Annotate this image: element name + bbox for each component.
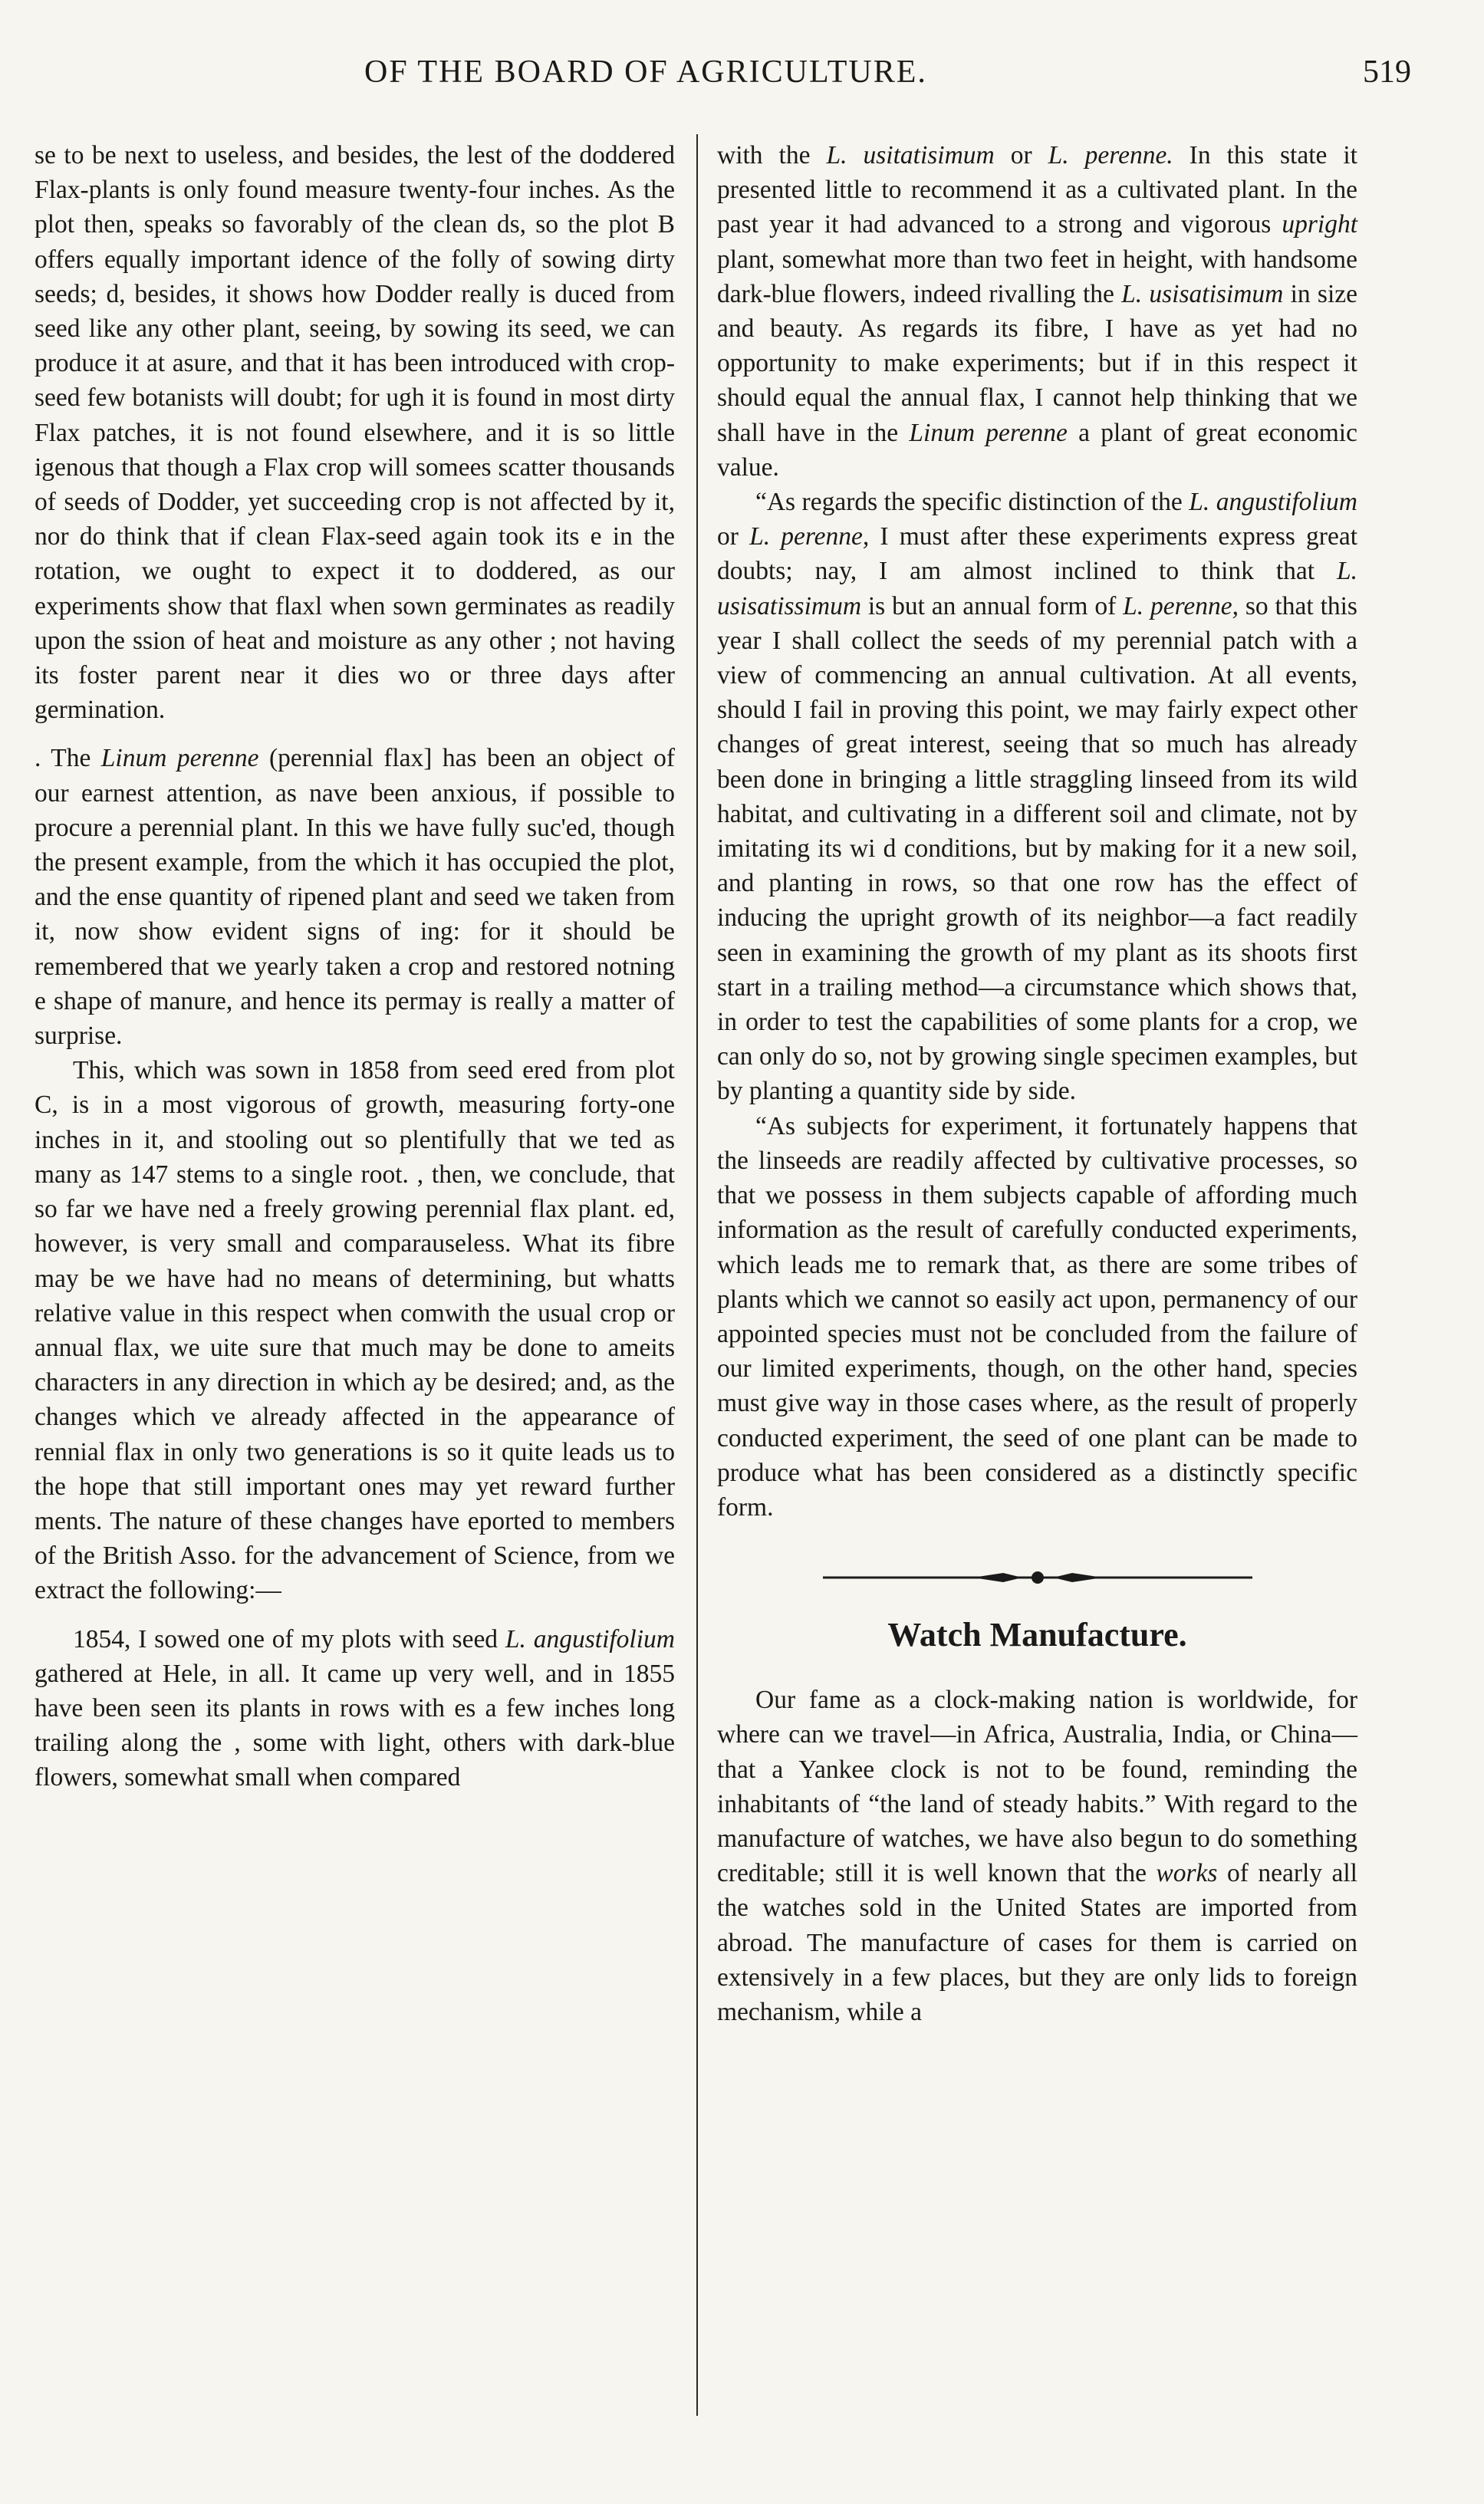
right-column	[717, 138, 1357, 2029]
text-run: or	[717, 522, 750, 551]
italic-term: Linum perenne	[100, 744, 259, 773]
running-title: OF THE BOARD OF AGRICULTURE.	[364, 54, 927, 90]
italic-term: L. usisatissimum	[717, 557, 1357, 620]
text-run: gathered at Hele, in all. It came up very well, and in 1855 have been seen its plants in rows with es a few inches long trailing along the , some with light, others with dark-blue flowers, somewhat small when compared	[35, 1659, 675, 1792]
paragraph-usitatisimum	[717, 138, 1357, 485]
paragraph-growth: This, which was sown in 1858 from seed ered from plot C, is in a most vigorous of growth, measuring forty-one inches in it, and stooling out so plentifully that we ted as many as 147 stems to a single root. , then, we conclude, that so far we have ned a freely growing perennial flax plant. ed, however, is very small and comparauseless. What its fibre may be we have had no means of determining, but whatts relative value in this respect when comwith the usual crop or annual flax, we uite sure that much may be done to ameits characters in any direction in which ay be desired; and, as the changes which ve already affected in the appearance of rennial flax in only two generations is so it quite leads us to the hope that still important ones may yet reward further ments. The nature of these changes have eported to members of the British Asso. for the advancement of Science, from we extract the following:—	[35, 1056, 675, 1605]
ornamental-divider-icon	[823, 1569, 1252, 1586]
text-run: is but an annual form of	[861, 591, 1124, 620]
italic-term: L. perenne.	[1048, 141, 1173, 169]
text-run: of nearly all the watches sold in the United States are imported from abroad. The manufacture of cases for them is carried on extensively in a few places, but they are only lids to foreign mechanism, while a	[717, 1859, 1357, 2026]
text-run: Our fame as a clock-making nation is worldwide, for where can we travel—in Africa, Australia, India, or China—that a Yankee clock is not to be found, reminding the inhabitants of “the land of steady habits.” With regard to the manufacture of watches, we have also begun to do something creditable; still it is well known that the	[717, 1686, 1357, 1888]
text-run: 1854, I sowed one of my plots with seed	[73, 1624, 505, 1653]
text-run: with the	[717, 141, 827, 169]
text-run: . The	[35, 744, 101, 773]
italic-term: Linum perenne	[909, 418, 1068, 447]
text-run: In this state it presented little to recommend it as a cultivated plant. In the past year it had advanced to a strong and vigorous	[717, 141, 1357, 239]
italic-term: L. angustifolium	[505, 1624, 675, 1653]
paragraph-linum-perenne	[35, 741, 675, 1053]
text-run: I must after these experiments express great doubts; nay, I am almost inclined to think that	[717, 522, 1357, 586]
paragraph-specific-distinction	[717, 485, 1357, 1109]
page-number: 519	[1363, 54, 1411, 90]
text-run: so that this year I shall collect the seeds of my perennial patch with a view of commencing an annual cultivation. At all events, should I fail in proving this point, we may fairly expect other changes of great interest, seeing that so much has already been done in bringing a little straggling linseed from its wild habitat, and cultivating in a different soil and climate, not by imitating its wi d conditions, but by making for it a new soil, and planting in rows, so that one row has the effect of inducing the upright growth of its neighbor—a fact readily seen in examining the growth of my plant as its shoots first start in a trailing method—a circumstance which shows that, in order to test the capabilities of some plants for a crop, we can only do so, not by growing single specimen examples, but by planting a quantity side by side.	[717, 591, 1357, 1106]
italic-term: works	[1156, 1859, 1218, 1888]
left-column	[35, 138, 675, 1795]
ornamental-divider	[717, 1569, 1357, 1586]
paragraph-watch-manufacture	[717, 1683, 1357, 2029]
italic-term: L. usitatisimum	[826, 141, 995, 169]
paragraph-1854	[35, 1622, 675, 1795]
text-run: a plant of great economic value.	[717, 418, 1357, 482]
text-run: or	[994, 141, 1048, 169]
text-run: “As regards the specific distinction of the	[755, 488, 1190, 517]
text-run: (perennial flax] has been an object of our earnest attention, as nave been anxious, if possible to procure a perennial plant. In this we have fully suc'ed, though the present example, from the which it has occupied the plot, and the ense quantity of ripened plant and seed we taken from it, now show evident signs of ing: for it should be remembered that we yearly taken a crop and restored notning e shape of manure, and hence its permay is really a matter of surprise.	[35, 744, 675, 1051]
paragraph-dodder: se to be next to useless, and besides, the lest of the doddered Flax-plants is only found measure twenty-four inches. As the plot then, speaks so favorably of the clean ds, so the plot B offers equally important idence of the folly of sowing dirty seeds; d, besides, it shows how Dodder really is duced from seed like any other plant, seeing, by sowing its seed, we can produce it at asure, and that it has been introduced with crop-seed few botanists will doubt; for ugh it is found in most dirty Flax patches, it is not found elsewhere, and it is so little igenous that though a Flax crop will somees scatter thousands of seeds of Dodder, yet succeeding crop is not affected by it, nor do think that if clean Flax-seed again took its e in the rotation, we ought to expect it to doddered, as our experiments show that flaxl when sown germinates as readily upon the ssion of heat and moisture as any other ; not having its foster parent near it dies wo or three days after germination.	[35, 141, 675, 725]
paragraph-subjects-for-experiment: “As subjects for experiment, it fortunately happens that the linseeds are readily affected by cultivative processes, so that we possess in them subjects capable of affording much information as the result of carefully conducted experiments, which leads me to remark that, as there are some tribes of plants which we cannot so easily act upon, permanency of our appointed species must not be concluded from the failure of our limited experiments, though, on the other hand, species must give way in those cases where, as the result of properly conducted experiment, the seed of one plant can be made to produce what has been considered as a distinctly specific form.	[717, 1111, 1357, 1522]
italic-term: upright	[1282, 210, 1357, 239]
section-heading: Watch Manufacture.	[887, 1616, 1187, 1654]
text-run: plant, somewhat more than two feet in height, with handsome dark-blue flowers, indeed rivalling the	[717, 245, 1357, 308]
text-run: in size and beauty. As regards its fibre, I have as yet had no opportunity to make experiments; but if in this respect it should equal the annual flax, I cannot help thinking that we shall have in the	[717, 279, 1357, 447]
italic-term: L. perenne,	[749, 522, 870, 551]
italic-term: L. usisatisimum	[1121, 279, 1284, 308]
italic-term: L. angustifolium	[1189, 488, 1357, 517]
column-divider	[696, 134, 698, 2416]
italic-term: L. perenne,	[1123, 591, 1239, 620]
running-header	[0, 54, 1484, 100]
